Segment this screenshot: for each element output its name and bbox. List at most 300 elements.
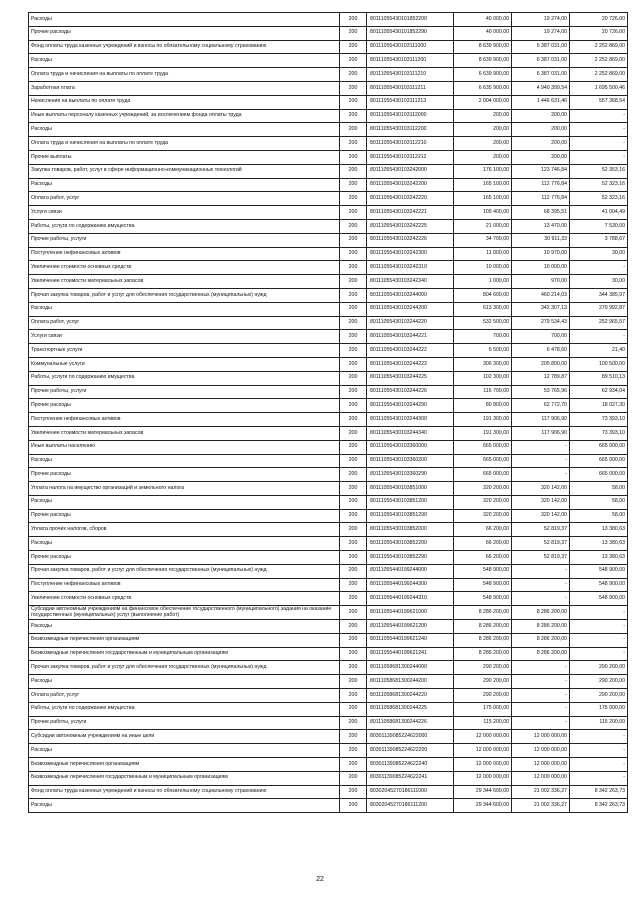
row-unexecuted-cell: 30,00 xyxy=(570,275,628,289)
row-name-cell: Поступление нефинансовых активов xyxy=(29,413,340,427)
table-row xyxy=(29,150,628,164)
row-unexecuted-cell: 8 342 263,73 xyxy=(570,785,628,799)
row-approved-cell: 200,00 xyxy=(454,150,512,164)
table-row xyxy=(29,578,628,592)
row-executed-cell: 12 789,87 xyxy=(512,371,570,385)
row-name-cell: Поступление нефинансовых активов xyxy=(29,578,340,592)
row-classification-cell: 80111055440199621240 xyxy=(367,633,454,647)
table-row xyxy=(29,233,628,247)
table-row xyxy=(29,633,628,647)
row-code-cell: 200 xyxy=(340,95,367,109)
row-approved-cell: 12 000 000,00 xyxy=(454,758,512,772)
table-row xyxy=(29,716,628,730)
row-name-cell: Прочие работы, услуги xyxy=(29,233,340,247)
table-row xyxy=(29,247,628,261)
row-code-cell: 200 xyxy=(340,385,367,399)
row-name-cell: Расходы xyxy=(29,178,340,192)
row-code-cell: 200 xyxy=(340,54,367,68)
table-row xyxy=(29,330,628,344)
row-name-cell: Работы, услуги по содержанию имущества xyxy=(29,702,340,716)
table-row xyxy=(29,509,628,523)
row-executed-cell: 320 142,00 xyxy=(512,482,570,496)
table-row xyxy=(29,385,628,399)
row-code-cell: 200 xyxy=(340,26,367,40)
row-approved-cell: 165 100,00 xyxy=(454,192,512,206)
row-executed-cell: 279 534,43 xyxy=(512,316,570,330)
row-classification-cell: 80111055430103112000 xyxy=(367,109,454,123)
row-name-cell: Коммунальные услуги xyxy=(29,357,340,371)
row-name-cell: Иные выплаты персоналу казенных учреждений, за исключением фонда оплаты труда xyxy=(29,109,340,123)
row-classification-cell: 80111055430103111200 xyxy=(367,54,454,68)
row-approved-cell: 8 286 200,00 xyxy=(454,647,512,661)
row-classification-cell: 80111055430103242340 xyxy=(367,275,454,289)
row-name-cell: Оплата работ, услуг xyxy=(29,192,340,206)
row-approved-cell: 320 200,00 xyxy=(454,482,512,496)
row-unexecuted-cell: 58,00 xyxy=(570,482,628,496)
row-approved-cell: 665 000,00 xyxy=(454,440,512,454)
row-name-cell: Прочие выплаты xyxy=(29,150,340,164)
row-name-cell: Заработная плата xyxy=(29,81,340,95)
row-code-cell: 200 xyxy=(340,606,367,620)
row-classification-cell: 80111055440199244310 xyxy=(367,592,454,606)
row-approved-cell: 548 900,00 xyxy=(454,578,512,592)
row-name-cell: Прочие расходы xyxy=(29,468,340,482)
row-classification-cell: 80111055430103242221 xyxy=(367,206,454,220)
row-approved-cell: 532 500,00 xyxy=(454,316,512,330)
row-name-cell: Увеличение стоимости основных средств xyxy=(29,261,340,275)
row-executed-cell: - xyxy=(512,592,570,606)
row-executed-cell: - xyxy=(512,564,570,578)
row-code-cell: 200 xyxy=(340,537,367,551)
row-name-cell: Прочая закупка товаров, работ и услуг для обеспечения государственных (муниципальных) нужд xyxy=(29,564,340,578)
row-executed-cell: 8 286 200,00 xyxy=(512,606,570,620)
row-code-cell: 200 xyxy=(340,551,367,565)
row-code-cell: 200 xyxy=(340,454,367,468)
table-row xyxy=(29,413,628,427)
table-row xyxy=(29,68,628,82)
row-approved-cell: 290 200,00 xyxy=(454,675,512,689)
row-unexecuted-cell: 20 726,00 xyxy=(570,13,628,27)
row-executed-cell: 19 274,00 xyxy=(512,13,570,27)
table-row xyxy=(29,123,628,137)
table-row xyxy=(29,40,628,54)
row-classification-cell: 80111055430103242000 xyxy=(367,164,454,178)
row-classification-cell: 80111055430103851000 xyxy=(367,482,454,496)
row-unexecuted-cell: 58,00 xyxy=(570,495,628,509)
row-unexecuted-cell: - xyxy=(570,109,628,123)
row-unexecuted-cell: - xyxy=(570,123,628,137)
row-approved-cell: 102 300,00 xyxy=(454,371,512,385)
budget-report-page xyxy=(28,12,627,813)
row-unexecuted-cell: - xyxy=(570,633,628,647)
row-classification-cell: 80301139085224622241 xyxy=(367,771,454,785)
row-code-cell: 200 xyxy=(340,150,367,164)
table-row xyxy=(29,523,628,537)
row-executed-cell: 6 387 031,00 xyxy=(512,40,570,54)
row-approved-cell: 548 900,00 xyxy=(454,564,512,578)
row-classification-cell: 80111055430103244300 xyxy=(367,413,454,427)
row-classification-cell: 80111058681300244226 xyxy=(367,716,454,730)
row-name-cell: Расходы xyxy=(29,454,340,468)
row-executed-cell: 19 274,00 xyxy=(512,26,570,40)
row-approved-cell: 12 000 000,00 xyxy=(454,730,512,744)
row-classification-cell: 80111055430103852200 xyxy=(367,537,454,551)
row-classification-cell: 80301139085224622200 xyxy=(367,744,454,758)
row-code-cell: 200 xyxy=(340,275,367,289)
table-row xyxy=(29,606,628,620)
table-row xyxy=(29,771,628,785)
row-executed-cell: 12 000 000,00 xyxy=(512,771,570,785)
row-executed-cell: 123 746,84 xyxy=(512,164,570,178)
row-code-cell: 200 xyxy=(340,206,367,220)
table-row xyxy=(29,288,628,302)
row-unexecuted-cell: 175 000,00 xyxy=(570,702,628,716)
row-unexecuted-cell: 18 027,30 xyxy=(570,399,628,413)
row-code-cell: 200 xyxy=(340,482,367,496)
row-executed-cell: 52 819,37 xyxy=(512,523,570,537)
row-unexecuted-cell: 13 380,63 xyxy=(570,537,628,551)
table-row xyxy=(29,689,628,703)
row-executed-cell: 320 142,00 xyxy=(512,495,570,509)
row-approved-cell: 66 200,00 xyxy=(454,523,512,537)
row-approved-cell: 11 000,00 xyxy=(454,247,512,261)
row-unexecuted-cell: 252 965,57 xyxy=(570,316,628,330)
row-approved-cell: 200,00 xyxy=(454,123,512,137)
row-unexecuted-cell: 2 252 869,00 xyxy=(570,40,628,54)
row-classification-cell: 80111055430103851200 xyxy=(367,495,454,509)
row-name-cell: Увеличение стоимости материальных запасов xyxy=(29,275,340,289)
row-executed-cell: 4 940 399,54 xyxy=(512,81,570,95)
row-executed-cell: 21 002 336,27 xyxy=(512,785,570,799)
row-classification-cell: 80111055430103244200 xyxy=(367,302,454,316)
table-row xyxy=(29,454,628,468)
table-row xyxy=(29,344,628,358)
row-code-cell: 200 xyxy=(340,468,367,482)
row-unexecuted-cell: - xyxy=(570,730,628,744)
row-unexecuted-cell: - xyxy=(570,137,628,151)
row-name-cell: Прочие расходы xyxy=(29,26,340,40)
row-name-cell: Фонд оплаты труда казенных учреждений и взносы по обязательному социальному страхованию xyxy=(29,40,340,54)
table-row xyxy=(29,537,628,551)
table-row xyxy=(29,468,628,482)
table-row xyxy=(29,620,628,634)
row-classification-cell: 80111055430103244225 xyxy=(367,371,454,385)
row-name-cell: Оплата труда и начисления на выплаты по оплате труда xyxy=(29,68,340,82)
row-name-cell: Расходы xyxy=(29,123,340,137)
row-executed-cell: 112 776,84 xyxy=(512,192,570,206)
expense-table xyxy=(28,12,628,813)
row-unexecuted-cell: 290 200,00 xyxy=(570,661,628,675)
row-approved-cell: 200,00 xyxy=(454,137,512,151)
row-code-cell: 200 xyxy=(340,399,367,413)
row-name-cell: Поступление нефинансовых активов xyxy=(29,247,340,261)
table-row xyxy=(29,799,628,813)
row-unexecuted-cell: - xyxy=(570,758,628,772)
row-unexecuted-cell: 73 393,10 xyxy=(570,426,628,440)
row-executed-cell: 6 387 031,00 xyxy=(512,54,570,68)
row-unexecuted-cell: 270 992,87 xyxy=(570,302,628,316)
row-approved-cell: 665 000,00 xyxy=(454,468,512,482)
row-name-cell: Прочие работы, услуги xyxy=(29,716,340,730)
row-approved-cell: 8 639 900,00 xyxy=(454,54,512,68)
row-code-cell: 200 xyxy=(340,702,367,716)
row-approved-cell: 29 344 600,00 xyxy=(454,799,512,813)
table-row xyxy=(29,564,628,578)
row-code-cell: 200 xyxy=(340,288,367,302)
row-name-cell: Прочие расходы xyxy=(29,551,340,565)
row-name-cell: Оплата труда и начисления на выплаты по оплате труда xyxy=(29,137,340,151)
table-row xyxy=(29,371,628,385)
row-approved-cell: 176 100,00 xyxy=(454,164,512,178)
row-executed-cell: 200,00 xyxy=(512,109,570,123)
table-row xyxy=(29,592,628,606)
table-row xyxy=(29,13,628,27)
row-name-cell: Прочие расходы xyxy=(29,509,340,523)
row-name-cell: Увеличение стоимости материальных запасов xyxy=(29,426,340,440)
row-code-cell: 200 xyxy=(340,578,367,592)
row-executed-cell: 8 286 200,00 xyxy=(512,647,570,661)
row-name-cell: Безвозмездные перечисления государственным и муниципальным организациям xyxy=(29,647,340,661)
row-code-cell: 200 xyxy=(340,564,367,578)
row-approved-cell: 8 639 900,00 xyxy=(454,40,512,54)
row-executed-cell: 200,00 xyxy=(512,137,570,151)
row-code-cell: 200 xyxy=(340,178,367,192)
row-code-cell: 200 xyxy=(340,109,367,123)
row-code-cell: 200 xyxy=(340,509,367,523)
row-approved-cell: 700,00 xyxy=(454,330,512,344)
row-code-cell: 200 xyxy=(340,316,367,330)
row-approved-cell: 66 200,00 xyxy=(454,551,512,565)
table-row xyxy=(29,81,628,95)
row-executed-cell: 68 395,51 xyxy=(512,206,570,220)
row-code-cell: 200 xyxy=(340,633,367,647)
row-unexecuted-cell: 13 380,63 xyxy=(570,523,628,537)
row-executed-cell: 117 906,90 xyxy=(512,413,570,427)
row-unexecuted-cell: - xyxy=(570,647,628,661)
row-name-cell: Безвозмездные перечисления организациям xyxy=(29,758,340,772)
table-row xyxy=(29,785,628,799)
row-executed-cell: 10 970,00 xyxy=(512,247,570,261)
row-approved-cell: 21 000,00 xyxy=(454,219,512,233)
row-unexecuted-cell: 665 000,00 xyxy=(570,454,628,468)
row-executed-cell: - xyxy=(512,454,570,468)
row-name-cell: Расходы xyxy=(29,744,340,758)
row-classification-cell: 80111055440199621200 xyxy=(367,620,454,634)
row-executed-cell: 12 000 000,00 xyxy=(512,758,570,772)
row-approved-cell: 40 000,00 xyxy=(454,26,512,40)
row-code-cell: 200 xyxy=(340,261,367,275)
row-name-cell: Субсидии автономным учреждениям на иные цели xyxy=(29,730,340,744)
row-executed-cell: 52 819,37 xyxy=(512,537,570,551)
row-code-cell: 200 xyxy=(340,440,367,454)
row-unexecuted-cell: 73 393,10 xyxy=(570,413,628,427)
row-unexecuted-cell: 41 004,49 xyxy=(570,206,628,220)
row-classification-cell: 80111055430103112212 xyxy=(367,150,454,164)
row-approved-cell: 306 300,00 xyxy=(454,357,512,371)
row-unexecuted-cell: 3 788,67 xyxy=(570,233,628,247)
row-code-cell: 200 xyxy=(340,730,367,744)
row-unexecuted-cell: 665 000,00 xyxy=(570,440,628,454)
row-code-cell: 200 xyxy=(340,785,367,799)
row-approved-cell: 34 700,00 xyxy=(454,233,512,247)
row-unexecuted-cell: 30,00 xyxy=(570,247,628,261)
row-classification-cell: 80111058681300244000 xyxy=(367,661,454,675)
row-executed-cell: 112 776,84 xyxy=(512,178,570,192)
row-classification-cell: 80111058681300244225 xyxy=(367,702,454,716)
table-row xyxy=(29,95,628,109)
row-executed-cell: 12 000 000,00 xyxy=(512,730,570,744)
row-name-cell: Уплата налога на имущество организаций и земельного налога xyxy=(29,482,340,496)
row-code-cell: 200 xyxy=(340,68,367,82)
row-unexecuted-cell: 8 342 263,73 xyxy=(570,799,628,813)
row-name-cell: Транспортные услуги xyxy=(29,344,340,358)
row-executed-cell: 320 142,00 xyxy=(512,509,570,523)
row-name-cell: Расходы xyxy=(29,302,340,316)
row-name-cell: Услуги связи xyxy=(29,330,340,344)
row-classification-cell: 80111055430101852290 xyxy=(367,26,454,40)
row-code-cell: 200 xyxy=(340,344,367,358)
row-executed-cell: - xyxy=(512,578,570,592)
row-approved-cell: 548 900,00 xyxy=(454,592,512,606)
row-executed-cell: - xyxy=(512,468,570,482)
table-row xyxy=(29,744,628,758)
row-code-cell: 200 xyxy=(340,744,367,758)
row-approved-cell: 6 635 900,00 xyxy=(454,81,512,95)
row-name-cell: Расходы xyxy=(29,675,340,689)
row-approved-cell: 109 400,00 xyxy=(454,206,512,220)
row-classification-cell: 80111055430103851290 xyxy=(367,509,454,523)
row-name-cell: Расходы xyxy=(29,799,340,813)
row-name-cell: Фонд оплаты труда казенных учреждений и взносы по обязательному социальному страхованию xyxy=(29,785,340,799)
row-name-cell: Прочие работы, услуги xyxy=(29,385,340,399)
row-approved-cell: 613 300,00 xyxy=(454,302,512,316)
row-classification-cell: 80301139085224622240 xyxy=(367,758,454,772)
row-code-cell: 200 xyxy=(340,771,367,785)
row-classification-cell: 80111058681300244220 xyxy=(367,689,454,703)
table-row xyxy=(29,675,628,689)
table-row xyxy=(29,758,628,772)
row-executed-cell: 8 286 200,00 xyxy=(512,620,570,634)
row-executed-cell: - xyxy=(512,675,570,689)
row-classification-cell: 80111055430103244223 xyxy=(367,357,454,371)
row-code-cell: 200 xyxy=(340,302,367,316)
row-executed-cell: 6 387 031,00 xyxy=(512,68,570,82)
row-code-cell: 200 xyxy=(340,330,367,344)
row-classification-cell: 80111055430103111000 xyxy=(367,40,454,54)
row-classification-cell: 80111055430103244220 xyxy=(367,316,454,330)
row-code-cell: 200 xyxy=(340,247,367,261)
row-approved-cell: 804 600,00 xyxy=(454,288,512,302)
row-unexecuted-cell: 290 200,00 xyxy=(570,689,628,703)
table-row xyxy=(29,26,628,40)
row-code-cell: 200 xyxy=(340,523,367,537)
row-unexecuted-cell: - xyxy=(570,150,628,164)
row-classification-cell: 80111055430103244290 xyxy=(367,399,454,413)
table-row xyxy=(29,206,628,220)
table-row xyxy=(29,109,628,123)
row-code-cell: 200 xyxy=(340,620,367,634)
row-code-cell: 200 xyxy=(340,758,367,772)
row-name-cell: Безвозмездные перечисления организациям xyxy=(29,633,340,647)
row-classification-cell: 80302045270186111000 xyxy=(367,785,454,799)
row-executed-cell: 6 478,60 xyxy=(512,344,570,358)
row-name-cell: Увеличение стоимости основных средств xyxy=(29,592,340,606)
row-executed-cell: 200,00 xyxy=(512,123,570,137)
row-executed-cell: - xyxy=(512,689,570,703)
row-executed-cell: 62 772,70 xyxy=(512,399,570,413)
row-classification-cell: 80111058681300244200 xyxy=(367,675,454,689)
table-row xyxy=(29,730,628,744)
row-executed-cell: 21 002 336,27 xyxy=(512,799,570,813)
row-approved-cell: 8 286 200,00 xyxy=(454,606,512,620)
row-approved-cell: 320 200,00 xyxy=(454,495,512,509)
row-code-cell: 200 xyxy=(340,799,367,813)
row-executed-cell: 52 819,37 xyxy=(512,551,570,565)
row-approved-cell: 80 800,00 xyxy=(454,399,512,413)
row-executed-cell: 200,00 xyxy=(512,150,570,164)
row-name-cell: Прочая закупка товаров, работ и услуг для обеспечения государственных (муниципальных) нужд xyxy=(29,661,340,675)
table-row xyxy=(29,647,628,661)
row-classification-cell: 80111055430103111211 xyxy=(367,81,454,95)
row-executed-cell: 12 000 000,00 xyxy=(512,744,570,758)
row-name-cell: Работы, услуги по содержанию имущества xyxy=(29,219,340,233)
table-row xyxy=(29,357,628,371)
row-executed-cell: 460 214,03 xyxy=(512,288,570,302)
row-unexecuted-cell: 665 000,00 xyxy=(570,468,628,482)
row-unexecuted-cell: 344 385,97 xyxy=(570,288,628,302)
row-approved-cell: 8 286 200,00 xyxy=(454,620,512,634)
row-unexecuted-cell: 290 200,00 xyxy=(570,675,628,689)
row-approved-cell: 6 639 900,00 xyxy=(454,68,512,82)
row-code-cell: 200 xyxy=(340,592,367,606)
table-row xyxy=(29,54,628,68)
row-classification-cell: 80111055430103242300 xyxy=(367,247,454,261)
row-code-cell: 200 xyxy=(340,647,367,661)
table-row xyxy=(29,482,628,496)
row-approved-cell: 115 200,00 xyxy=(454,716,512,730)
row-executed-cell: - xyxy=(512,661,570,675)
row-code-cell: 200 xyxy=(340,357,367,371)
table-row xyxy=(29,261,628,275)
row-approved-cell: 290 200,00 xyxy=(454,689,512,703)
row-name-cell: Расходы xyxy=(29,620,340,634)
row-name-cell: Иные выплаты населению xyxy=(29,440,340,454)
row-unexecuted-cell: - xyxy=(570,330,628,344)
row-code-cell: 200 xyxy=(340,13,367,27)
row-code-cell: 200 xyxy=(340,689,367,703)
table-row xyxy=(29,302,628,316)
table-row xyxy=(29,137,628,151)
row-unexecuted-cell: 2 252 869,00 xyxy=(570,54,628,68)
row-classification-cell: 80111055440199621241 xyxy=(367,647,454,661)
row-classification-cell: 80111055430103360290 xyxy=(367,468,454,482)
table-row xyxy=(29,702,628,716)
expense-table-body xyxy=(29,13,628,813)
row-code-cell: 200 xyxy=(340,40,367,54)
row-code-cell: 200 xyxy=(340,137,367,151)
row-approved-cell: 12 000 000,00 xyxy=(454,744,512,758)
row-executed-cell: - xyxy=(512,702,570,716)
row-unexecuted-cell: - xyxy=(570,771,628,785)
row-unexecuted-cell: - xyxy=(570,620,628,634)
row-approved-cell: 66 200,00 xyxy=(454,537,512,551)
row-name-cell: Начисления на выплаты по оплате труда xyxy=(29,95,340,109)
row-approved-cell: 1 000,00 xyxy=(454,275,512,289)
row-classification-cell: 80111055430103244340 xyxy=(367,426,454,440)
row-code-cell: 200 xyxy=(340,675,367,689)
row-classification-cell: 80111055430103242200 xyxy=(367,178,454,192)
row-approved-cell: 165 100,00 xyxy=(454,178,512,192)
